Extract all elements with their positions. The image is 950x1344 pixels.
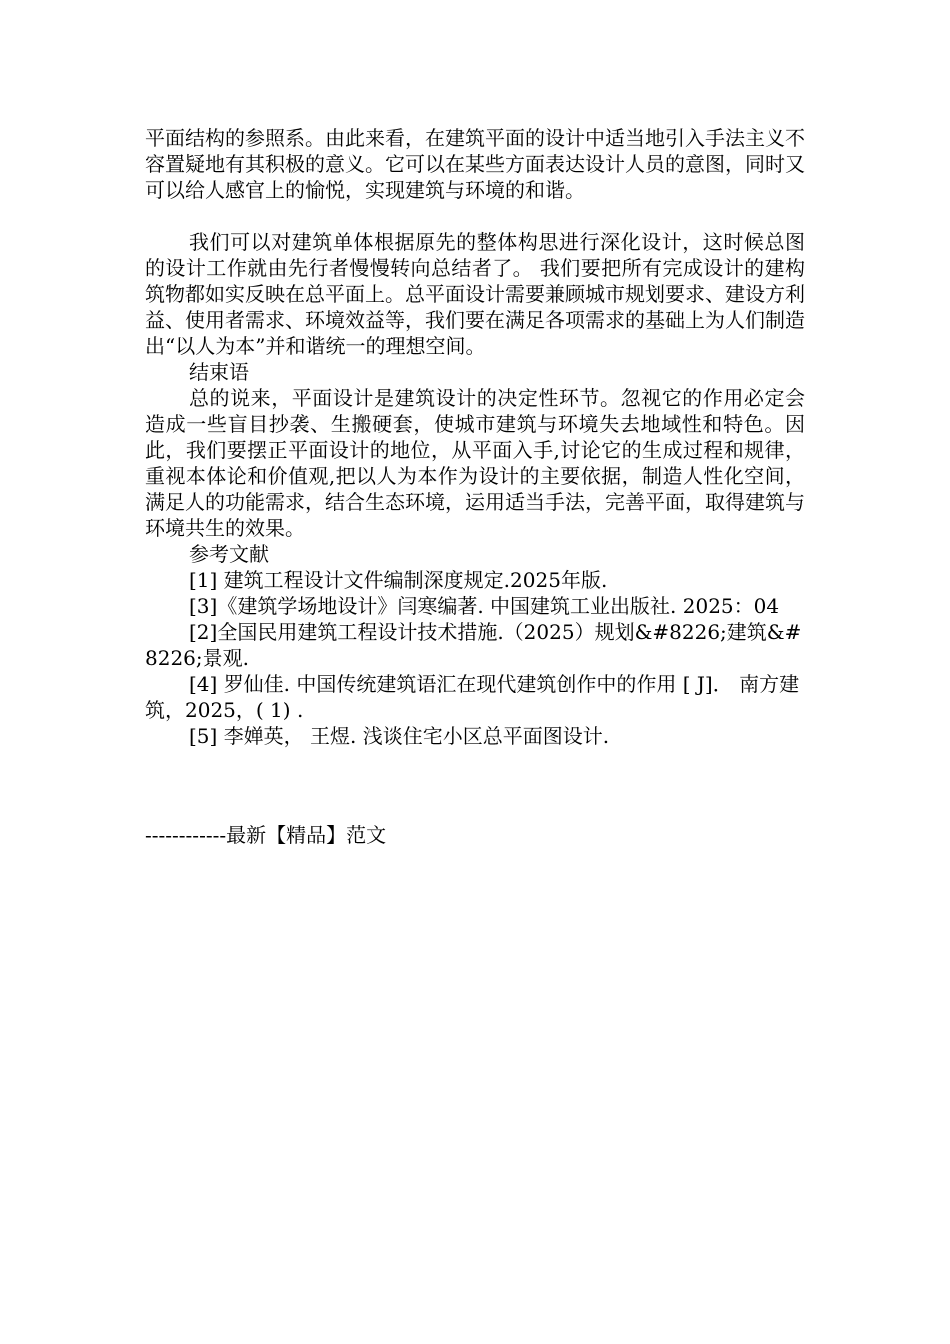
reference-item: [5] 李婵英， 王煜. 浅谈住宅小区总平面图设计. <box>189 724 610 748</box>
reference-item: [2]全国民用建筑工程设计技术措施.（2025）规划&#8226;建筑&#8226;景观. <box>145 620 802 670</box>
reference-list <box>145 567 805 749</box>
footer-text: ------------最新【精品】范文 <box>145 823 387 847</box>
paragraph-site-plan: 我们可以对建筑单体根据原先的整体构思进行深化设计，这时候总图的设计工作就由先行者慢慢转向总结者了。 我们要把所有完成设计的建构筑物都如实反映在总平面上。总平面设计需要兼顾城市规划要求、建设方利益、使用者需求、环境效益等，我们要在满足各项需求的基础上为人们制造出“以人为本”并和谐统一的理想空间。 <box>145 230 805 358</box>
conclusion-heading: 结束语 <box>189 360 249 384</box>
paragraph-conclusion: 总的说来，平面设计是建筑设计的决定性环节。忽视它的作用必定会造成一些盲目抄袭、生搬硬套，使城市建筑与环境失去地域性和特色。因此，我们要摆正平面设计的地位，从平面入手,讨论它的生成过程和规律，重视本体论和价值观,把以人为本作为设计的主要依据，制造人性化空间，满足人的功能需求，结合生态环境，运用适当手法，完善平面，取得建筑与环境共生的效果。 <box>145 386 805 540</box>
reference-item: [4] 罗仙佳. 中国传统建筑语汇在现代建筑创作中的作用 [ J]． 南方建筑，2025，( 1) . <box>145 672 800 722</box>
paragraph-intro: 平面结构的参照系。由此来看，在建筑平面的设计中适当地引入手法主义不容置疑地有其积极的意义。它可以在某些方面表达设计人员的意图，同时又可以给人感官上的愉悦，实现建筑与环境的和谐。 <box>145 126 805 202</box>
references-heading: 参考文献 <box>189 542 269 566</box>
reference-item: [3]《建筑学场地设计》闫寒编著. 中国建筑工业出版社. 2025：04 <box>189 594 780 618</box>
document-body <box>145 125 805 749</box>
reference-item: [1] 建筑工程设计文件编制深度规定.2025年版. <box>189 568 608 592</box>
